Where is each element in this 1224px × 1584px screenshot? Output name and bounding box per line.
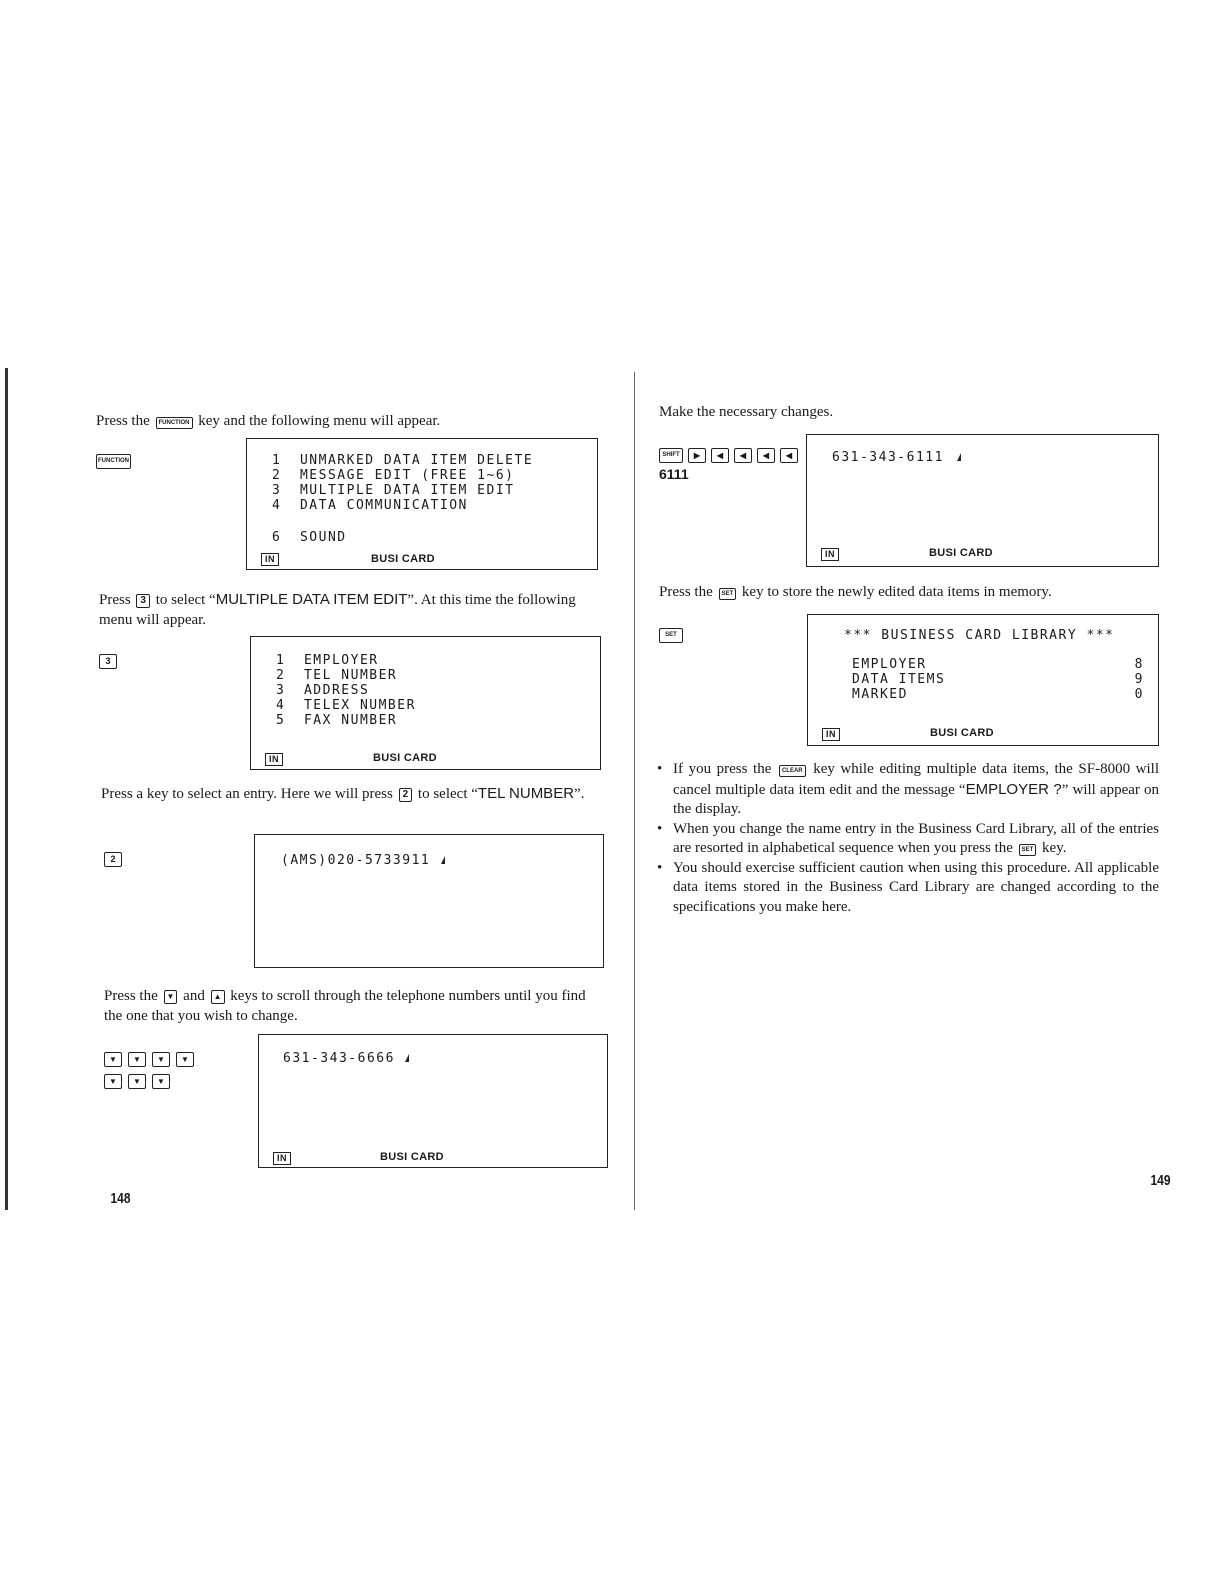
menu-item: 1 UNMARKED DATA ITEM DELETE: [272, 453, 534, 468]
menu-item: 2 MESSAGE EDIT (FREE 1~6): [272, 468, 515, 483]
note-item: [657, 760, 1159, 820]
text: When you change the name entry in the Business Card Library, all of the entries are resorted in alphabetical sequence when you press the: [673, 820, 1159, 856]
text: key while editing multiple data items, the SF-8000 will cancel multiple data item edit and the message “: [673, 761, 1159, 798]
lcd-screen-tel-scroll: [258, 1034, 608, 1168]
mode-label: BUSI CARD: [373, 752, 437, 764]
text: EMPLOYER ?: [965, 780, 1062, 798]
shift-key-icon: SHIFT: [659, 448, 683, 463]
step4-keys: [104, 1050, 224, 1090]
in-indicator: IN: [273, 1152, 291, 1165]
function-key-icon: FUNCTION: [156, 417, 193, 429]
menu-item: 2 TEL NUMBER: [276, 668, 398, 683]
tel-number-line: 631-343-6666: [283, 1051, 395, 1066]
in-indicator: IN: [261, 553, 279, 566]
text: ”.: [574, 786, 585, 802]
page-number-left: 148: [110, 1190, 131, 1207]
key-row: [104, 1050, 224, 1068]
right-arrow-key-icon: ▶: [688, 448, 706, 463]
left-arrow-key-icon: ◀: [757, 448, 775, 463]
left-arrow-key-icon: ◀: [780, 448, 798, 463]
step2-keys: [99, 652, 123, 670]
tel-number-line: 631-343-6111: [832, 450, 944, 465]
summary-rows: [852, 657, 1144, 702]
row-value: 9: [1134, 672, 1144, 687]
key-2-icon: 2: [399, 788, 413, 802]
text: to select “: [417, 786, 478, 802]
in-indicator: IN: [265, 753, 283, 766]
down-arrow-key-icon: ▼: [128, 1074, 146, 1089]
text: and: [183, 988, 205, 1004]
left-arrow-key-icon: ◀: [711, 448, 729, 463]
row-label: MARKED: [852, 687, 908, 702]
menu-item: 6 SOUND: [272, 530, 347, 545]
text: MULTIPLE DATA ITEM EDIT: [215, 591, 408, 608]
key-3-icon: 3: [136, 594, 150, 608]
row-value: 0: [1134, 687, 1144, 702]
menu-item: 3 MULTIPLE DATA ITEM EDIT: [272, 483, 515, 498]
left-para2: [99, 590, 601, 630]
up-arrow-key-icon: ▲: [211, 990, 225, 1004]
mode-label: BUSI CARD: [930, 727, 994, 739]
text: key.: [1042, 840, 1067, 856]
summary-row-marked: [852, 687, 1144, 702]
text: If you press the: [673, 761, 772, 777]
down-arrow-key-icon: ▼: [104, 1052, 122, 1067]
in-indicator: IN: [821, 548, 839, 561]
mode-label: BUSI CARD: [929, 547, 993, 559]
center-gutter-line: [634, 372, 635, 1210]
text: Press the: [104, 988, 158, 1004]
down-arrow-key-icon: ▼: [152, 1052, 170, 1067]
row-value: 8: [1134, 657, 1144, 672]
summary-row-employer: [852, 657, 1144, 672]
cursor-marker-icon: [405, 1054, 409, 1062]
lcd-screen-library-summary: [807, 614, 1159, 746]
function-key-icon: FUNCTION: [96, 454, 131, 469]
left-arrow-key-icon: ◀: [734, 448, 752, 463]
page-number-right: 149: [1150, 1172, 1171, 1189]
text: keys to scroll through the telephone numbers until you find the one that you wish to change.: [104, 988, 586, 1024]
step6-keys: [659, 626, 689, 644]
lcd-screen-main-menu: [246, 438, 598, 570]
menu-item: 1 EMPLOYER: [276, 653, 379, 668]
menu-item: 4 TELEX NUMBER: [276, 698, 416, 713]
row-label: DATA ITEMS: [852, 672, 946, 687]
text: to select “: [155, 592, 216, 608]
note-item: [657, 820, 1159, 859]
text: Press the: [96, 413, 150, 429]
typed-digits: 6111: [659, 466, 689, 482]
text: Press the: [659, 584, 713, 600]
lcd-screen-tel-entry: [254, 834, 604, 968]
key-3-icon: 3: [99, 654, 117, 669]
key-row: [104, 1072, 224, 1090]
left-para4: [104, 986, 604, 1026]
text: key to store the newly edited data items in memory.: [741, 584, 1052, 600]
menu-item: 4 DATA COMMUNICATION: [272, 498, 468, 513]
lcd-screen-item-menu: [250, 636, 601, 770]
text: Press a key to select an entry. Here we will press: [101, 786, 393, 802]
text: You should exercise sufficient caution when using this procedure. All applicable data items stored in the Business Card Library are changed according to the specifications you make here.: [673, 859, 1159, 915]
down-arrow-key-icon: ▼: [128, 1052, 146, 1067]
set-key-icon: SET: [719, 588, 737, 600]
text: ” will appear on the display.: [673, 781, 1159, 817]
menu-item: 3 ADDRESS: [276, 683, 370, 698]
row-label: EMPLOYER: [852, 657, 927, 672]
in-indicator: IN: [822, 728, 840, 741]
text: key and the following menu will appear.: [198, 413, 441, 429]
mode-label: BUSI CARD: [371, 553, 435, 565]
down-arrow-key-icon: ▼: [164, 990, 178, 1004]
cursor-marker-icon: [957, 453, 961, 461]
menu-item: 5 FAX NUMBER: [276, 713, 398, 728]
step5-keys: [659, 446, 809, 482]
left-binding-edge: [5, 368, 8, 1210]
summary-row-data-items: [852, 672, 1144, 687]
key-2-icon: 2: [104, 852, 122, 867]
step3-keys: [104, 850, 128, 868]
tel-number-line: (AMS)020-5733911: [281, 853, 431, 868]
down-arrow-key-icon: ▼: [176, 1052, 194, 1067]
text: ”. At this time the following menu will appear.: [99, 592, 576, 628]
mode-label: BUSI CARD: [380, 1151, 444, 1163]
right-para6: [659, 582, 1159, 602]
right-intro: Make the necessary changes.: [659, 404, 834, 420]
key-row: [659, 446, 809, 464]
set-key-icon: SET: [659, 628, 683, 643]
text: TEL NUMBER: [477, 785, 575, 802]
step1-keys: [96, 452, 137, 470]
clear-key-icon: CLEAR: [779, 765, 806, 777]
text: Press: [99, 592, 131, 608]
down-arrow-key-icon: ▼: [104, 1074, 122, 1089]
left-intro: [96, 411, 596, 431]
notes-list: [657, 760, 1159, 917]
down-arrow-key-icon: ▼: [152, 1074, 170, 1089]
lcd-screen-edited-number: [806, 434, 1159, 567]
set-key-icon: SET: [1019, 844, 1037, 856]
library-title: *** BUSINESS CARD LIBRARY ***: [844, 628, 1115, 643]
note-item: [657, 859, 1159, 918]
cursor-marker-icon: [441, 856, 445, 864]
left-para3: [101, 784, 601, 804]
